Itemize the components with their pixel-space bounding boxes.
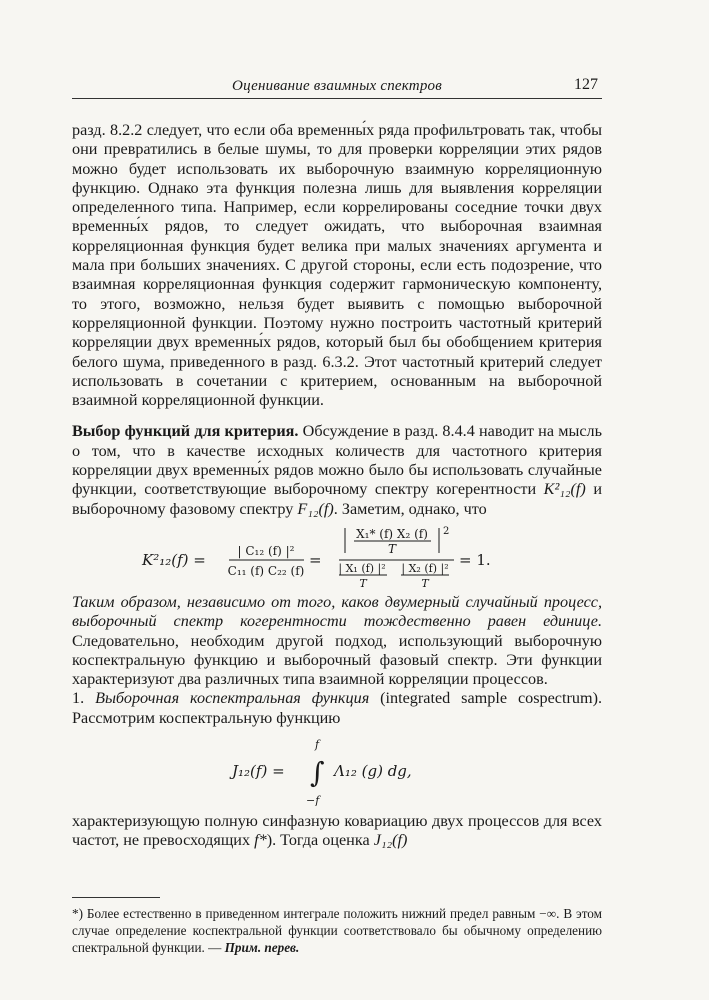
formula1-frac1-num: | C₁₂ (f) |² [237, 543, 295, 558]
paragraph-5-text-a: характеризующую полную синфазную ковариацию двух процессов для всех частот, не превосходящих [72, 812, 602, 850]
coherence-symbol: K²₁₂(f) [543, 480, 586, 499]
formula1-rhs: = 1. [459, 550, 491, 569]
formula1-frac2-num-T: T [387, 541, 397, 556]
paragraph-5 [72, 812, 602, 851]
footnote-text: *) Более естественно в приведенном интеграле положить нижний предел равным −∞. В этом случае определение коспектральной функции соответствовало бы обычному определению спектральной функции. — [72, 906, 602, 955]
footnote [72, 905, 602, 956]
integral-formula [72, 734, 602, 806]
paragraph-4 [72, 689, 602, 728]
page-number: 127 [574, 76, 598, 93]
coherence-formula [72, 525, 602, 589]
running-header [72, 74, 602, 99]
formula2-upper: f [315, 738, 320, 752]
footnote-separator [72, 897, 160, 898]
paragraph-2 [72, 422, 602, 518]
paragraph-5-symbol-2: J₁₂(f) [373, 831, 408, 850]
paragraph-1: разд. 8.2.2 следует, что если оба временны́х ряда профильтровать так, чтобы они превратились в белые шумы, то для проверки корреляции этих рядов можно будет использовать их выборочную взаимную корреляционную функцию. Однако эта функция полезна лишь для выявления корреляции определенного типа. Например, если коррелированы соседние точки двух временны́х рядов, то следует ожидать, что выборочная взаимная корреляционная функция будет велика при малых значениях аргумента и мала при больших значениях. С другой стороны, если есть подозрение, что взаимная корреляционная функция содержит гармоническую компоненту, то этого, возможно, нельзя будет выявить с помощью выборочной корреляционной функции. Поэтому нужно построить частотный критерий корреляции двух временны́х рядов, который был бы обобщением критерия белого шума, приведенного в разд. 6.3.2. Этот частотный критерий следует использовать в сочетании с критерием, основанным на выборочной взаимной корреляционной функции. [72, 121, 602, 410]
paragraph-3 [72, 593, 602, 689]
paragraph-2-text-c: . Заметим, однако, что [333, 499, 487, 518]
footnote-sign: Прим. перев. [224, 940, 300, 955]
formula2-integrand: Λ₁₂ (g) dg, [334, 762, 412, 781]
formula1-frac1-den: C₁₁ (f) C₂₂ (f) [227, 563, 305, 578]
formula1-lhs: K²₁₂(f) = [142, 550, 206, 569]
paragraph-2-text-a: Обсуждение в разд. 8.4.4 наводит на мысль о том, что в качестве исходных количеств для частотного критерия корреляции двух временны́х рядов можно было бы использовать случайные функции, соответствующие выборочному спектру когерентности [72, 422, 602, 499]
formula1-eq: = [309, 550, 322, 569]
formula1-frac2-den-b: | X₂ (f) |² [401, 561, 449, 575]
formula1-frac2-num-inner: X₁* (f) X₂ (f) [356, 526, 428, 541]
formula2-lower: −f [306, 794, 320, 807]
integral-formula-svg [72, 734, 602, 806]
running-title: Оценивание взаимных спектров [232, 78, 442, 94]
formula1-exp: 2 [443, 525, 450, 537]
formula1-frac2-den-a: | X₁ (f) |² [338, 561, 386, 575]
paragraph-5-text-b: ). Тогда оценка [266, 831, 374, 850]
coherence-formula-svg [72, 525, 602, 589]
paragraph-4-italic: Выборочная коспектральная функция [95, 689, 370, 708]
paragraph-3-text: Следовательно, необходим другой подход, использующий выборочную коспектральную функцию и выборочный фазовый спектр. Эти функции характеризуют два различных типа взаимной корреляции процессов. [72, 631, 602, 689]
paragraph-5-symbol: f* [254, 831, 267, 850]
formula1-den-T-a: T [359, 576, 367, 589]
formula2-integral-sign: ∫ [310, 756, 325, 790]
paragraph-4-number: 1. [72, 689, 96, 708]
paragraph-3-italic: Таким образом, независимо от того, каков двумерный случайный процесс, выборочный спектр когерентности тождественно равен единице. [72, 592, 602, 631]
page-body [72, 121, 602, 851]
formula1-den-T-b: T [421, 576, 429, 589]
section-heading: Выбор функций для критерия. [72, 422, 299, 441]
paragraph-4-text: (integrated sample cospectrum). Рассмотрим коспектральную функцию [72, 689, 603, 727]
paragraph-2-text-b: и выборочному фазовому спектру [72, 480, 602, 518]
formula2-lhs: J₁₂(f) = [232, 762, 285, 781]
phase-symbol: F₁₂(f) [297, 499, 334, 518]
